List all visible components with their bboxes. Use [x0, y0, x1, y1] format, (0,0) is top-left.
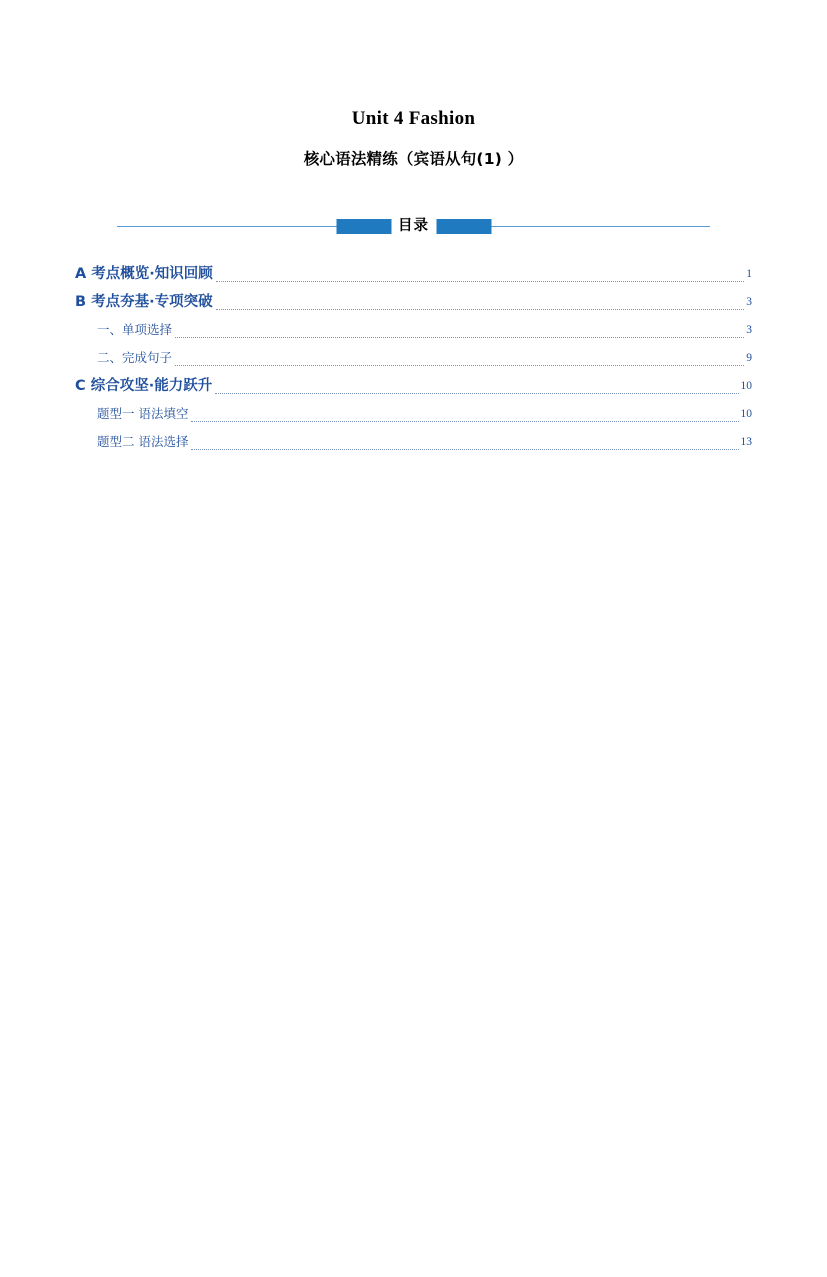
toc-entry-label: B 考点夯基·专项突破	[75, 294, 213, 310]
toc-entry-page: 3	[746, 324, 752, 336]
toc-entry-label: 二、完成句子	[97, 350, 173, 365]
document-page	[0, 108, 827, 1277]
toc-entry-leader	[216, 308, 745, 310]
toc-entry-page: 10	[740, 380, 752, 392]
toc-entry-label: 一、单项选择	[97, 322, 173, 337]
toc-entry-leader	[191, 448, 738, 450]
toc-entry-leader	[175, 364, 744, 366]
toc-banner	[75, 215, 752, 239]
toc-entry-page: 1	[746, 268, 752, 280]
toc-entry-page: 9	[746, 352, 752, 364]
toc-entry[interactable]	[75, 429, 752, 455]
toc-entry-leader	[191, 420, 738, 422]
table-of-contents	[75, 261, 752, 455]
toc-entry-label: 题型二 语法选择	[97, 434, 189, 449]
toc-entry[interactable]	[75, 261, 752, 287]
toc-banner-label: 目录	[391, 216, 436, 236]
toc-entry-leader	[216, 280, 744, 282]
page-subtitle: 核心语法精练（宾语从句(1) ）	[303, 150, 524, 168]
toc-entry[interactable]	[75, 373, 752, 399]
toc-entry-page: 3	[746, 296, 752, 308]
toc-entry[interactable]	[75, 289, 752, 315]
toc-entry-label: A 考点概览·知识回顾	[75, 266, 213, 282]
toc-entry[interactable]	[75, 401, 752, 427]
page-title: Unit 4 Fashion	[351, 108, 476, 129]
toc-entry-leader	[215, 392, 738, 394]
toc-entry-leader	[175, 336, 744, 338]
toc-entry-page: 10	[740, 408, 752, 420]
toc-entry[interactable]	[75, 317, 752, 343]
toc-entry-label: 题型一 语法填空	[97, 406, 189, 421]
toc-entry-label: C 综合攻坚·能力跃升	[75, 378, 213, 394]
toc-entry[interactable]	[75, 345, 752, 371]
toc-entry-page: 13	[740, 436, 752, 448]
